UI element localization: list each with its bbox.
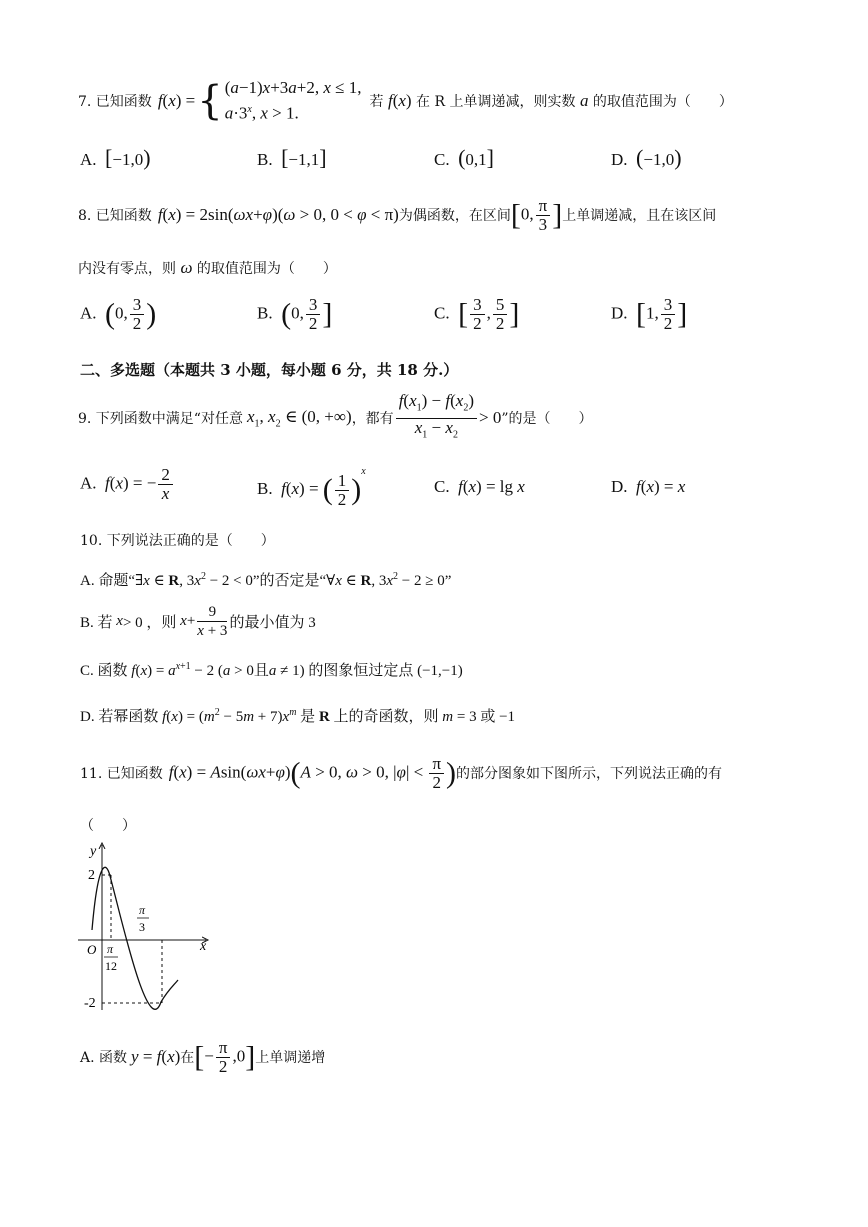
origin-label: O [87,942,97,957]
q9-line: 9. 下列函数中满足“对任意 $x_1$, $x_2$ ∈ (0, +∞) ，都有 $\frac{f(x_1) - f(x_2)}{x_1 - x_2}$ > 0”的是（ ） [78,395,593,441]
q11-line: 11. 已知函数 f(x) = Asin(ωx+φ)(A > 0, ω > 0, |φ| < $\frac{\pi}{2}$ ) 的部分图象如下图所示，下列说法正确的有 [80,753,723,792]
q7-option-a[interactable]: A. [−1,0) [80,145,151,170]
q9-option-c[interactable]: C. f(x) = lg x [434,477,525,496]
q8-option-a[interactable]: A. (0, $\frac{3}{2}$ ) [80,295,157,333]
q10-option-c[interactable]: C. 函数 $f(x) = a^{x+1} - 2$ (a > 0且a ≠ 1) 的图象恒过定点 (−1,−1) [80,661,463,679]
sine-curve [92,867,178,1009]
q8-line1: 8. 已知函数 f(x) = 2sin(ωx+φ)(ω > 0, 0 < φ < π) 为偶函数，在区间 [0, $\frac{\pi}{3}$ ] 上单调递减，且在该区间 [78,195,717,234]
q11-option-a[interactable]: A. 函数 y = f(x) 在 [− $\frac{\pi}{2}$ ,0] 上单调递增 [80,1037,326,1076]
tick1-numerator: π [107,942,114,956]
q8-formula: f(x) = 2sin(ωx+φ)(ω > 0, 0 < φ < π) [157,205,399,224]
q7-suffix: 若 f(x) 在 R 上单调递减，则实数 a 的取值范围为（ ） [369,91,733,110]
q7-option-d[interactable]: D. (−1,0) [611,145,682,170]
section-title: 二、多选题（本题共 3 小题，每小题 6 分，共 18 分.） [80,361,459,379]
y-axis-label: y [90,844,97,859]
q9-condition: $x_1$, $x_2$ ∈ (0, +∞) [246,406,352,430]
tick2-denominator: 3 [139,920,145,934]
q8-option-c[interactable]: C. [ $\frac{3}{2}$ , $\frac{5}{2}$ ] [434,295,520,333]
q7-line: 7. 已知函数 f ( x ) = { (a−1)x+3a+2, x ≤ 1, $a\cdot 3^x$, x > 1. 若 f(x) 在 R 上单调递减，则实数 a 的取值范围为（ ） [78,78,733,124]
q7-fx: f [157,91,163,110]
q10-option-a[interactable]: A. 命题“∃x ∈ R, $3x^2 - 2 < 0$”的否定是“∀x ∈ R, $3x^2 - 2 \ge 0$” [80,571,452,589]
q7-cases: (a−1)x+3a+2, x ≤ 1, $a\cdot 3^x$, x > 1. [224,78,362,123]
q9-option-b[interactable]: B. f(x) = ( $\frac{1}{2}$ )$^x$ [257,466,366,509]
q8-option-b[interactable]: B. (0, $\frac{3}{2}$ ] [257,295,333,333]
q8-line2: 内没有零点，则 ω 的取值范围为（ ） [78,258,337,277]
y-min-label: -2 [84,996,96,1011]
q10-option-b[interactable]: B. 若 x > 0 ，则 x + $\frac{9}{x + 3}$ 的最小值为 3 [80,604,316,639]
q7-option-b[interactable]: B. [−1,1] [257,145,327,170]
q10-stem: 10. 下列说法正确的是（ ） [80,533,275,549]
q8-option-d[interactable]: D. [1, $\frac{3}{2}$ ] [611,295,688,333]
x-axis-label: x [200,939,207,954]
q11-paren: （ ） [80,818,136,834]
q7-prefix: 7. 已知函数 [78,94,152,110]
q9-option-d[interactable]: D. f(x) = x [611,477,686,496]
q9-option-a[interactable]: A. f(x) = − $\frac{2}{x}$ [80,466,175,503]
q11-graph [76,840,216,1015]
q9-inequality: $\frac{f(x_1) - f(x_2)}{x_1 - x_2}$ [394,392,479,444]
q8-interval: [0, $\frac{\pi}{3}$ ] [510,195,563,234]
q7-option-c[interactable]: C. (0,1] [434,145,494,170]
q10-option-d[interactable]: D. 若幂函数 $f(x) = (m^2 - 5m + 7)x^m$ 是 R 上的奇函数，则 m = 3 或 −1 [80,707,516,725]
tick2-numerator: π [139,903,146,917]
q11-formula: f(x) = Asin(ωx+φ)(A > 0, ω > 0, |φ| < $\frac{\pi}{2}$ ) [168,753,457,792]
q7-brace: { [197,78,223,124]
tick1-denominator: 12 [105,959,117,973]
y-max-label: 2 [88,868,95,883]
